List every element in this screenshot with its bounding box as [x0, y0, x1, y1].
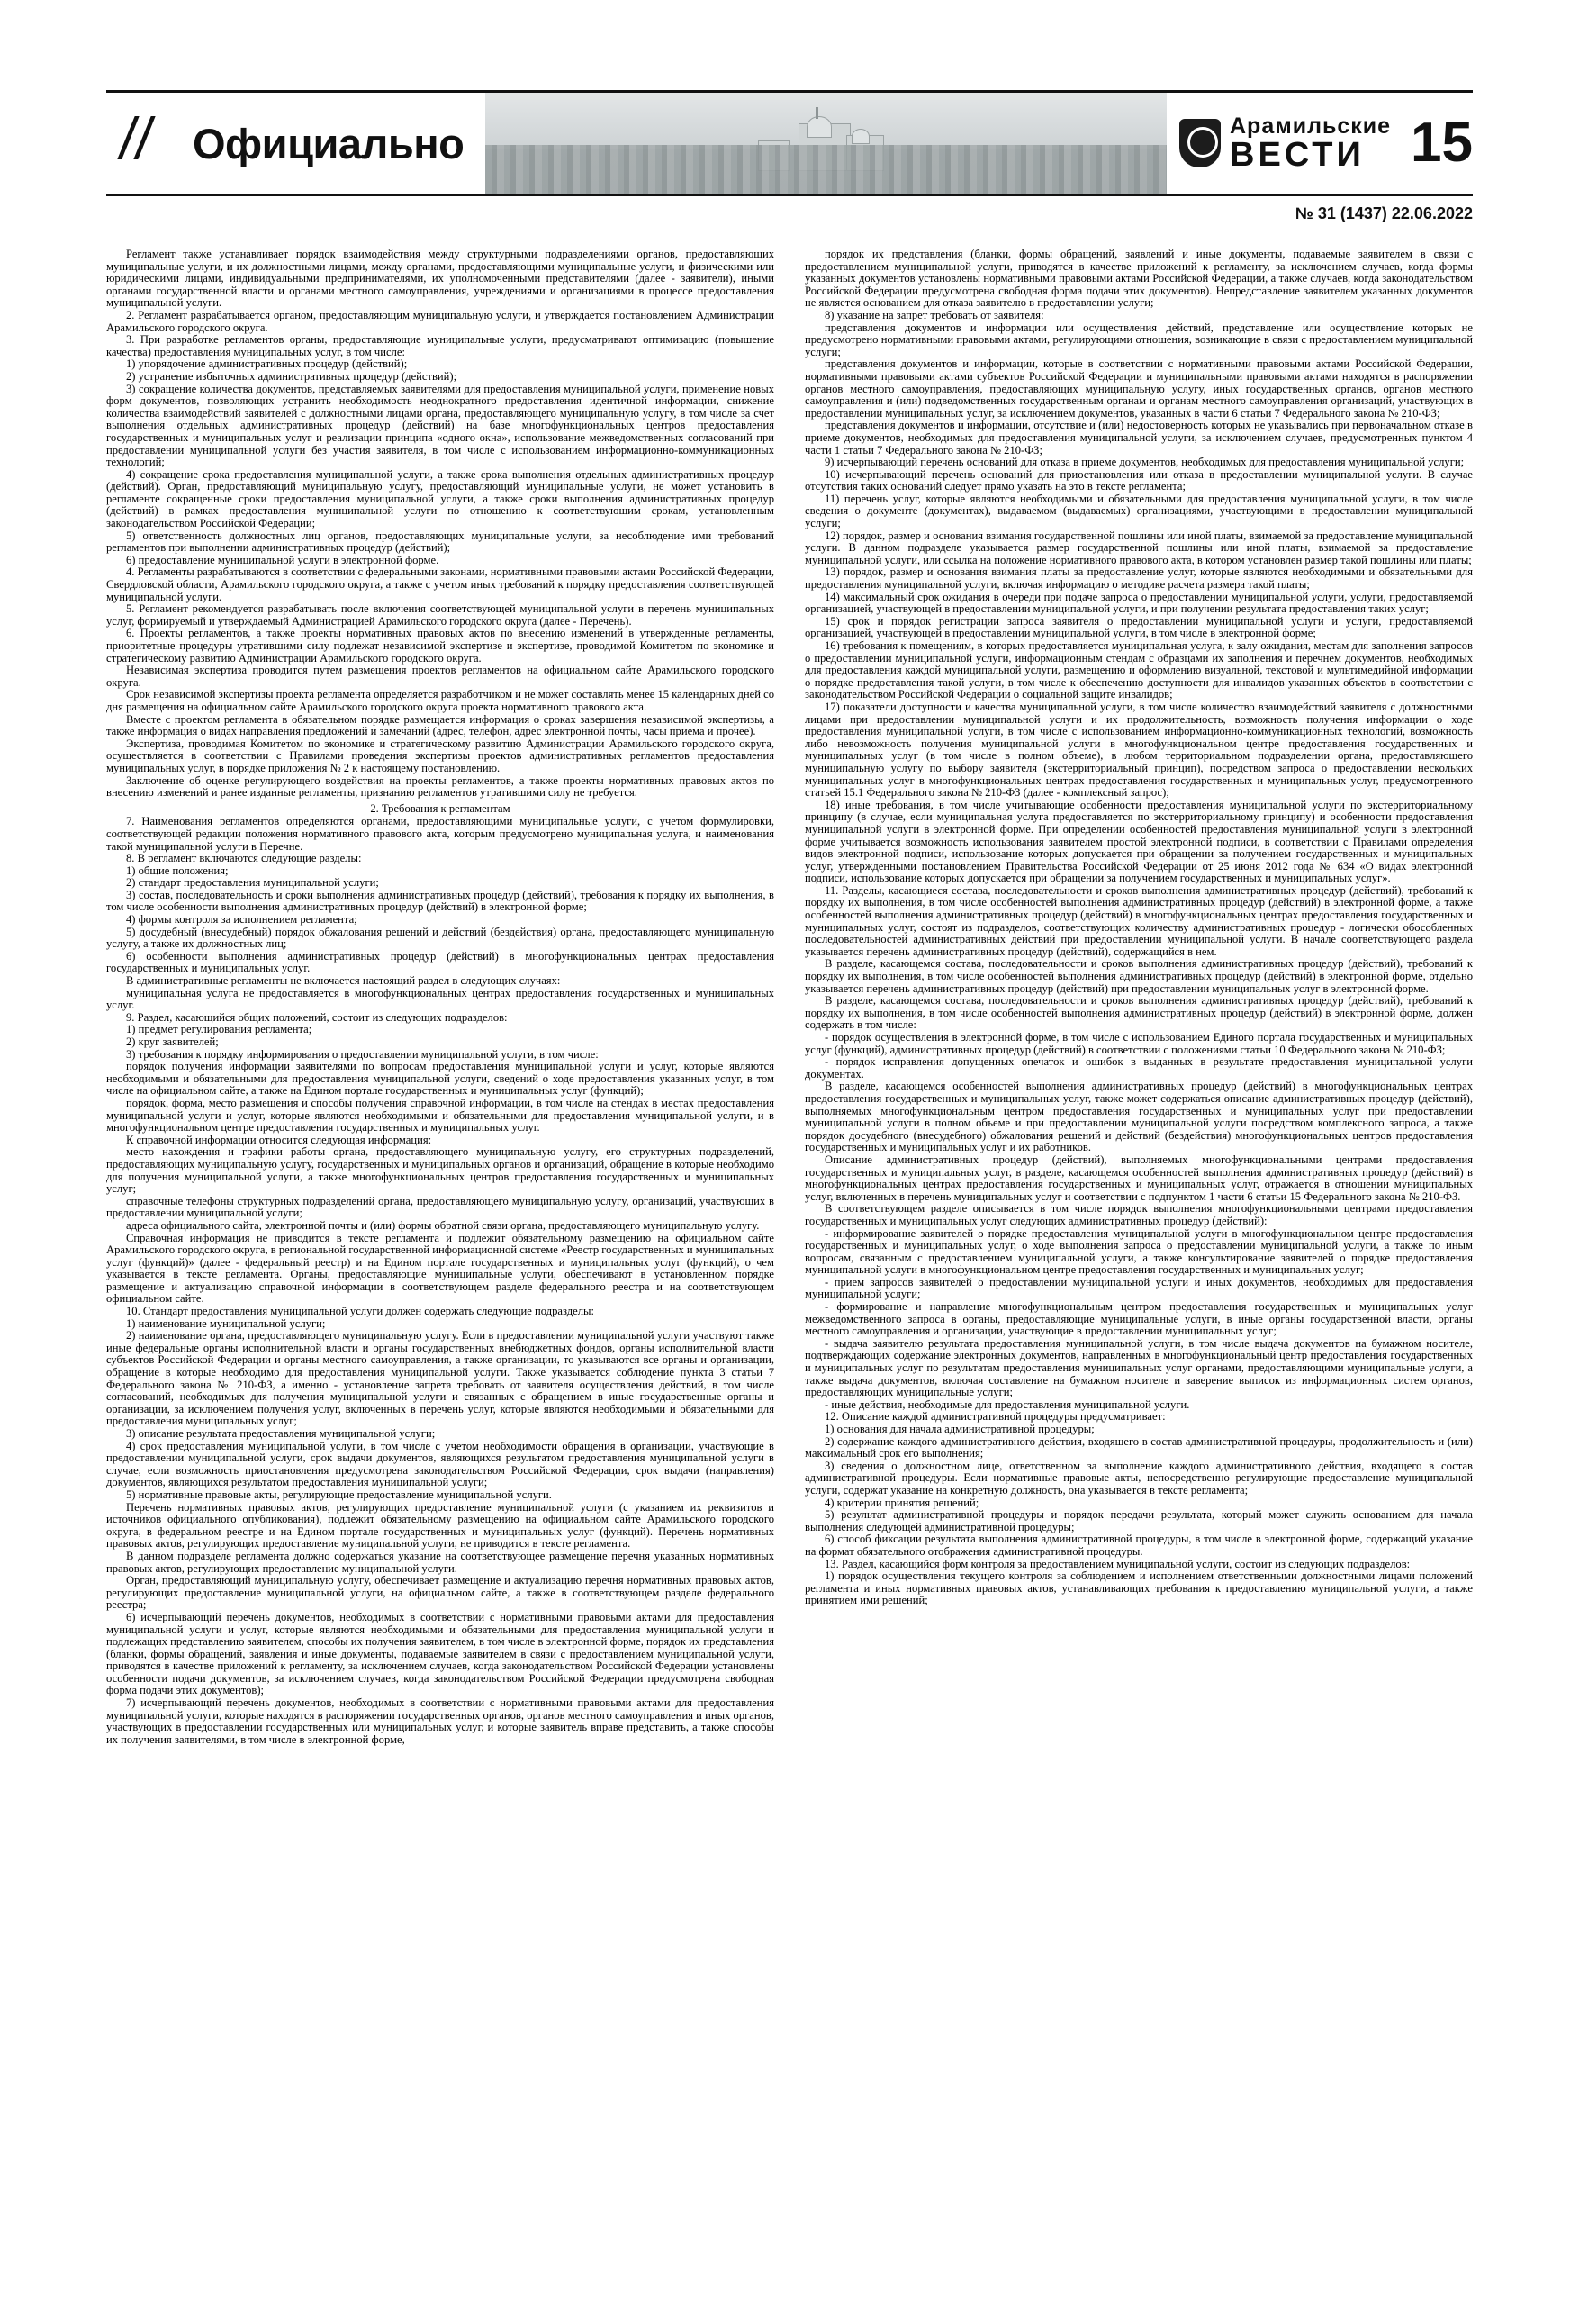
paragraph: порядок их представления (бланки, формы обращений, заявлений и иные документы, подаваемые заявителем в связи с предоставлением муниципальной услуги, приводятся в качестве приложений к регламенту, за исключением случаев, когда формы указанных документов установлены нормативными правовыми актами Российской Федерации, а также случаев, когда законодательством Российской Федерации предусмотрена свободная форма подачи этих документов). Непредставление заявителем указанных документов не является основанием для отказа заявителю в предоставлении услуги;: [805, 248, 1473, 310]
paragraph: адреса официального сайта, электронной почты и (или) формы обратной связи органа, предоставляющего муниципальную услугу.: [126, 1218, 760, 1232]
paragraph: - порядок осуществления в электронной форме, в том числе с использованием Единого портала государственных и муниципальных услуг (функций), административных процедур (действий) в соответствии с положениями статьи 10 Федерального закона № 210-ФЗ;: [805, 1031, 1473, 1056]
paragraph: 1) упорядочение административных процедур (действий);: [126, 357, 408, 371]
paragraph: 3) требования к порядку информирования о предоставлении муниципальной услуги, в том числе:: [126, 1047, 599, 1061]
paragraph: порядок получения информации заявителями по вопросам предоставления муниципальной услуги и услуг, которые являются необходимыми и обязательными для предоставления муниципальной услуги, сведений о ходе предоставления указанных услуг, в том числе на официальном сайте, а также на Едином портале государственных и муниципальных услуг (функций);: [106, 1060, 774, 1098]
slash-logo-icon: [106, 93, 193, 194]
page-number: 15: [1411, 112, 1473, 174]
newspaper-page: [0, 90, 1579, 2324]
paragraph: 2. Требования к регламентам: [370, 801, 510, 815]
paragraph: В разделе, касающемся состава, последовательности и сроков выполнения административных процедур (действий), требований к порядку их выполнения, в том числе особенностей выполнения административных процедур (действий) в электронной форме, отдельно указывается перечень административных процедур (действий) при предоставлении муниципальных услуг в электронной форме.: [805, 957, 1473, 995]
paragraph: 1) общие положения;: [126, 864, 229, 877]
paragraph: представления документов и информации или осуществления действий, представление или осуществление которых не предусмотрено нормативными правовыми актами, регулирующими отношения, возникающие в связи с предоставлением муниципальной услуги;: [805, 321, 1473, 358]
paragraph: 4) критерии принятия решений;: [825, 1496, 979, 1509]
paragraph: 6) способ фиксации результата выполнения административной процедуры, в том числе в электронной форме, содержащий указание на формат обязательного отображения административной процедуры.: [805, 1533, 1473, 1558]
paragraph: В разделе, касающемся особенностей выполнения административных процедур (действий) в многофункциональных центрах предоставления государственных и муниципальных услуг, также может содержаться описание административных процедур (действий), выполняемых многофункциональным центром предоставления государственных и муниципальных услуг при предоставлении муниципальной услуги в полном объеме и при предоставлении муниципальной услуги посредством комплексного запроса, а также порядок досудебного (внесудебного) обжалования решений и действий (бездействия) многофункциональных центров предоставления государственных и муниципальных услуг и их работников.: [805, 1080, 1473, 1154]
paragraph: 12) порядок, размер и основания взимания государственной пошлины или иной платы, взимаемой за предоставление муниципальной услуги. В данном подразделе указывается размер государственной пошлины или иной платы, взимаемой за предоставление муниципальной услуги, или ссылка на положение нормативного правового акта, в котором установлен размер такой пошлины или платы;: [805, 529, 1473, 566]
paragraph: представления документов и информации, которые в соответствии с нормативными правовыми актами Российской Федерации, нормативными правовыми актами субъектов Российской Федерации и муниципальными правовыми актами находятся в распоряжении органов местного самоуправления, предоставляющих муниципальную услугу, иных государственных органов, органов местного самоуправления и (или) подведомственных государственным органам и органам местного самоуправления организаций, участвующих в предоставлении муниципальных услуг, за исключением документов, указанных в части 6 статьи 7 Федерального закона № 210-ФЗ;: [805, 357, 1473, 420]
column-right: [805, 249, 1473, 1746]
paragraph: 5) ответственность должностных лиц органов, предоставляющих муниципальные услуги, за несоблюдение ими требований регламентов при выполнении административных процедур (действий);: [106, 529, 774, 555]
paragraph: В административные регламенты не включается настоящий раздел в следующих случаях:: [126, 974, 561, 988]
paragraph: 1) основания для начала административной процедуры;: [825, 1423, 1095, 1435]
brand-line-1: Арамильские: [1230, 113, 1392, 139]
paragraph: Экспертиза, проводимая Комитетом по экономике и стратегическому развитию Администрации Арамильского городского округа, осуществляется в соответствии с Правилами проведения экспертизы проектов административных регламентов предоставления муниципальных услуг, в порядке приложения № 2 к настоящему постановлению.: [106, 737, 774, 774]
paragraph: Вместе с проектом регламента в обязательном порядке размещается информация о сроках завершения независимой экспертизы, а также информация о видах направления предложений и замечаний (адрес, телефон, адрес электронной почты, часы приема и прочее).: [106, 712, 774, 738]
article-body: [106, 249, 1473, 1746]
paragraph: 5. Регламент рекомендуется разрабатывать после включения соответствующей муниципальной услуги в перечень муниципальных услуг, формируемый и утверждаемый Администрацией Арамильского городского округа (далее - Перечень).: [106, 602, 774, 628]
paragraph: Справочная информация не приводится в тексте регламента и подлежит обязательному размещению на официальном сайте Арамильского городского округа, в региональной государственной информационной системе «Реестр государственных и муниципальных услуг (функций)» (далее - федеральный реестр) и на Едином портале государственных и муниципальных услуг (функций), о чем указывается в тексте регламента. Органы, предоставляющие муниципальные услуги, обеспечивают в установленном порядке размещение и актуализацию справочной информации в соответствующем разделе федерального реестра и на соответствующем официальном сайте.: [106, 1231, 774, 1306]
paragraph: 1) порядок осуществления текущего контроля за соблюдением и исполнением ответственными должностными лицами положений регламента и иных нормативных правовых актов, устанавливающих требования к предоставлению муниципальной услуги, а также принятием ими решений;: [805, 1569, 1473, 1607]
paragraph: 13) порядок, размер и основания взимания платы за предоставление услуг, которые являются необходимыми и обязательными для предоставления муниципальной услуги, включая информацию о методике расчета размера такой платы;: [805, 565, 1473, 592]
paragraph: 8) указание на запрет требовать от заявителя:: [825, 308, 1044, 321]
paragraph: 5) результат административной процедуры и порядок передачи результата, который может служить основанием для начала выполнения следующей административной процедуры;: [805, 1508, 1473, 1533]
paragraph: Независимая экспертиза проводится путем размещения проектов регламентов на официальном сайте Арамильского городского округа.: [106, 664, 774, 689]
paragraph: Регламент также устанавливает порядок взаимодействия между структурными подразделениями органов, предоставляющих муниципальные услуги, и их должностными лицами, между органами, предоставляющими муниципальные услуги, и физическими или юридическими лицами, индивидуальными предпринимателями, их уполномоченными представителями (далее - заявители), иными органами государственной власти и органами местного самоуправления, учреждениями и организациями в процессе предоставления муниципальной услуги.: [106, 248, 774, 310]
masthead-rule-bottom: [106, 194, 1473, 196]
page-title: Официально: [193, 119, 465, 167]
paragraph: 10) исчерпывающий перечень оснований для приостановления или отказа в предоставлении муниципальной услуги. В случае отсутствия таких оснований следует прямо указать на это в тексте регламента;: [805, 467, 1473, 493]
paragraph: 3) описание результата предоставления муниципальной услуги;: [126, 1427, 436, 1440]
paragraph: - порядок исправления допущенных опечаток и ошибок в выданных в результате предоставления муниципальной услуги документах.: [805, 1055, 1473, 1081]
paragraph: 10. Стандарт предоставления муниципальной услуги должен содержать следующие подразделы:: [126, 1305, 594, 1318]
paragraph: Срок независимой экспертизы проекта регламента определяется разработчиком и не может составлять менее 15 календарных дней со дня размещения на официальном сайте Арамильского городского округа проекта нормативного правового акта.: [106, 688, 774, 713]
masthead: [106, 90, 1473, 222]
paragraph: порядок, форма, место размещения и способы получения справочной информации, в том числе на стендах в местах предоставления муниципальной услуги и услуг, которые являются необходимыми и обязательными для предоставления муниципальной услуги, и в многофункциональном центре предоставления государственных и муниципальных услуг.: [106, 1096, 774, 1135]
paragraph: - информирование заявителей о порядке предоставления муниципальной услуги в многофункциональном центре предоставления государственных и муниципальных услуг, о ходе выполнения запроса о предоставлении муниципальной услуги, а также по иным вопросам, связанным с предоставлением муниципальной услуги, а также консультирование заявителей о порядке предоставления муниципальной услуги в многофункциональном центре предоставления государственных и муниципальных услуг;: [805, 1226, 1473, 1277]
paragraph: 3. При разработке регламентов органы, предоставляющие муниципальные услуги, предусматривают оптимизацию (повышение качества) предоставления муниципальных услуг, в том числе:: [106, 333, 774, 358]
paragraph: 7. Наименования регламентов определяются органами, предоставляющими муниципальные услуги, с учетом формулировки, соответствующей редакции положения нормативного правового акта, которым предусмотрено муниципальная услуга, и наименования такой муниципальной услуги в Перечне.: [106, 815, 774, 853]
paragraph: 13. Раздел, касающийся форм контроля за предоставлением муниципальной услуги, состоит из следующих подразделов:: [825, 1557, 1411, 1570]
newspaper-logo: [1167, 93, 1473, 194]
paragraph: 8. В регламент включаются следующие разделы:: [126, 852, 362, 865]
paragraph: 9. Раздел, касающийся общих положений, состоит из следующих подразделов:: [126, 1010, 508, 1024]
paragraph: Орган, предоставляющий муниципальную услугу, обеспечивает размещение и актуализацию перечня нормативных правовых актов, регулирующих предоставление муниципальной услуги, на официальном сайте, а также в соответствующем разделе федерального реестра;: [106, 1574, 774, 1612]
paragraph: место нахождения и графики работы органа, предоставляющего муниципальную услугу, его структурных подразделений, предоставляющих муниципальную услугу, государственных и муниципальных органов и организаций, обращение в которые необходимо для получения муниципальной услуги, а также многофункциональных центров предоставления государственных и муниципальных услуг;: [106, 1145, 774, 1196]
paragraph: 6) предоставление муниципальной услуги в электронной форме.: [126, 553, 439, 566]
paragraph: 6) исчерпывающий перечень документов, необходимых в соответствии с нормативными правовыми актами для предоставления муниципальной услуги и услуг, которые являются необходимыми и обязательными для предоставления муниципальной услуги и подлежащих представлению заявителем, способы их получения заявителем, в том числе в электронной форме, порядок их представления (бланки, формы обращений, заявления и иные документы, подаваемые заявителем в связи с предоставлением муниципальной услуги, приводятся в качестве приложений к регламенту, за исключением случаев, когда законодательством Российской Федерации установлены особенности подачи документов, за исключением случаев, когда законодательством Российской Федерации предусмотрена свободная форма подачи этих документов);: [106, 1610, 774, 1697]
paragraph: 18) иные требования, в том числе учитывающие особенности предоставления муниципальной услуги по экстерриториальному принципу (в случае, если муниципальная услуга предоставляется по экстерриториальному принципу) и особенности предоставления муниципальной услуги в электронной форме. При определении особенностей предоставления муниципальной услуги в электронной форме учитывается возможность использования заявителем простой электронной подписи, в соответствии с Правилами определения видов электронной подписи, использование которых допускается при обращении за получением государственных и муниципальных услуг, утвержденными постановлением Правительства Российской Федерации от 25 июня 2012 года № 634 «О видах электронной подписи, использование которых допускается при обращении за получением государственных и муниципальных услуг».: [805, 798, 1473, 885]
paragraph: представления документов и информации, отсутствие и (или) недостоверность которых не указывались при первоначальном отказе в приеме документов, необходимых для предоставления муниципальной услуги, за исключением случаев, предусмотренных пунктом 4 части 1 статьи 7 Федерального закона № 210-ФЗ;: [805, 419, 1473, 457]
paragraph: 14) максимальный срок ожидания в очереди при подаче запроса о предоставлении муниципальной услуги, услуги, предоставляемой организацией, участвующей в предоставлении муниципальной услуги, и при получении результата предоставления таких услуг;: [805, 590, 1473, 616]
paragraph: В разделе, касающемся состава, последовательности и сроков выполнения административных процедур (действий), требований к порядку их выполнения, в том числе особенностей выполнения административных процедур (действий) в электронной форме, должен содержать в том числе:: [805, 994, 1473, 1032]
paragraph: справочные телефоны структурных подразделений органа, предоставляющего муниципальную услугу, организаций, участвующих в предоставлении муниципальной услуги;: [106, 1194, 774, 1220]
paragraph: В данном подразделе регламента должно содержаться указание на соответствующее размещение перечня указанных нормативных правовых актов, регулирующих предоставление муниципальной услуги.: [106, 1549, 774, 1575]
paragraph: 2) круг заявителей;: [126, 1035, 219, 1048]
paragraph: 2) содержание каждого административного действия, входящего в состав административной процедуры, продолжительность и (или) максимальный срок его выполнения;: [805, 1434, 1473, 1460]
paragraph: 1) наименование муниципальной услуги;: [126, 1316, 326, 1330]
paragraph: 12. Описание каждой административной процедуры предусматривает:: [825, 1410, 1166, 1424]
paragraph: 4) сокращение срока предоставления муниципальной услуги, а также срока выполнения отдельных административных процедур (действий). Орган, предоставляющий муниципальную услугу, предоставляющий муниципальные услуги, не может установить в регламенте сокращенные сроки предоставления муниципальной услуги, а также сроки выполнения административных процедур (действий) в рамках предоставления муниципальной услуги по отношению к соответствующим срокам, установленным законодательством Российской Федерации;: [106, 467, 774, 530]
coat-of-arms-icon: [1179, 119, 1221, 167]
paragraph: 16) требования к помещениям, в которых предоставляется муниципальная услуга, к залу ожидания, местам для заполнения запросов о предоставлении муниципальной услуги, информационным стендам с образцами их заполнения и перечнем документов, необходимых для предоставления каждой муниципальной услуги, размещению и оформлению визуальной, текстовой и мультимедийной информации о порядке предоставления такой услуги, в том числе к обеспечению доступности для инвалидов указанных объектов в соответствии с законодательством Российской Федерации о социальной защите инвалидов;: [805, 639, 1473, 701]
paragraph: 6. Проекты регламентов, а также проекты нормативных правовых актов по внесению изменений в утвержденные регламенты, приоритетные процедуры утратившими силу подлежат независимой экспертизе и экспертизе, проводимой Комитетом по экономике и стратегическому развитию Администрации Арамильского городского округа.: [106, 627, 774, 665]
paragraph: 7) исчерпывающий перечень документов, необходимых в соответствии с нормативными правовыми актами для предоставления муниципальной услуги, которые находятся в распоряжении государственных органов, органов местного самоуправления и иных органов, участвующих в предоставлении государственных или муниципальных услуг, и которые заявитель вправе представить, а также способы их получения заявителями, в том числе в электронной форме,: [106, 1696, 774, 1746]
paragraph: - формирование и направление многофункциональным центром предоставления государственных и муниципальных услуг межведомственного запроса в органы, предоставляющие муниципальные услуги, в иные органы государственной власти, органы местного самоуправления и организации, участвующие в предоставлении муниципальных услуг;: [805, 1300, 1473, 1338]
paragraph: В соответствующем разделе описывается в том числе порядок выполнения многофункциональными центрами предоставления государственных и муниципальных услуг следующих административных процедур (действий):: [805, 1202, 1473, 1227]
paragraph: 2) устранение избыточных административных процедур (действий);: [126, 369, 457, 383]
paragraph: 5) досудебный (внесудебный) порядок обжалования решений и действий (бездействия) органа, предоставляющего муниципальную услугу, а также их должностных лиц;: [106, 925, 774, 951]
paragraph: 11) перечень услуг, которые являются необходимыми и обязательными для предоставления муниципальной услуги, в том числе сведения о документе (документах), выдаваемом (выдаваемых) организациями, участвующими в предоставлении муниципальной услуги;: [805, 492, 1473, 530]
paragraph: муниципальная услуга не предоставляется в многофункциональных центрах предоставления государственных и муниципальных услуг.: [106, 986, 774, 1012]
paragraph: Перечень нормативных правовых актов, регулирующих предоставление муниципальной услуги (с указанием их реквизитов и источников официального опубликования), подлежит обязательному размещению на официальном сайте Арамильского городского округа, в федеральном реестре и на Едином портале государственных и муниципальных услуг (функций). Перечень нормативных правовых актов, регулирующих предоставление муниципальной услуги, не приводится в тексте регламента.: [106, 1500, 774, 1551]
paragraph: - иные действия, необходимые для предоставления муниципальной услуги.: [825, 1397, 1190, 1411]
paragraph: К справочной информации относится следующая информация:: [126, 1133, 432, 1146]
paragraph: 11. Разделы, касающиеся состава, последовательности и сроков выполнения административных процедур (действий), требований к порядку их выполнения, в том числе особенностей выполнения административных процедур (действий) в электронной форме, а также особенностей выполнения административных процедур (действий) в многофункциональных центрах предоставления государственных и муниципальных услуг, состоят из подразделов, соответствующих количеству административных процедур - логически обособленных последовательностей административных действий при предоставлении муниципальной услуги. В начале соответствующего раздела указывается перечень административных процедур (действий), содержащийся в нем.: [805, 883, 1473, 958]
paragraph: 4. Регламенты разрабатываются в соответствии с федеральными законами, нормативными правовыми актами Российской Федерации, Свердловской области, Арамильского городского округа, а также с учетом иных требований к порядку предоставления соответствующей муниципальной услуги.: [106, 565, 774, 603]
paragraph: 15) срок и порядок регистрации запроса заявителя о предоставлении муниципальной услуги и услуги, предоставляемой организацией, участвующей в предоставлении муниципальной услуги, в том числе в электронной форме;: [805, 614, 1473, 640]
brand-line-2: ВЕСТИ: [1230, 135, 1365, 174]
paragraph: Описание административных процедур (действий), выполняемых многофункциональными центрами предоставления государственных и муниципальных услуг, в разделе, касающемся особенностей выполнения административных процедур (действий) в многофункциональных центрах предоставления государственных и муниципальных услуг, отражается в отношении муниципальных услуг, включенных в перечень муниципальных услуг и соответствии с подпунктом 1 части 6 статьи 15 Федерального закона № 210-ФЗ.: [805, 1153, 1473, 1203]
issue-info: № 31 (1437) 22.06.2022: [1295, 204, 1473, 222]
paragraph: 9) исчерпывающий перечень оснований для отказа в приеме документов, необходимых для предоставления муниципальной услуги;: [825, 456, 1465, 469]
paragraph: 4) срок предоставления муниципальной услуги, в том числе с учетом необходимости обращения в организации, участвующие в предоставлении муниципальной услуги, срок выдачи документов, являющихся результатом предоставления муниципальной услуги в случае, если возможность приостановления предусмотрена законодательством Российской Федерации, срок выдачи (направления) документов, являющихся результатом предоставления муниципальной услуги;: [106, 1439, 774, 1489]
paragraph: 5) нормативные правовые акты, регулирующие предоставление муниципальной услуги.: [126, 1488, 552, 1501]
paragraph: 2) наименование органа, предоставляющего муниципальную услугу. Если в предоставлении муниципальной услуги участвуют также иные федеральные органы исполнительной власти и органы государственных внебюджетных фондов, органы исполнительной власти субъектов Российской Федерации и органы местного самоуправления, а также организации, то указываются все органы и организации, обращение в которые необходимо для предоставления муниципальной услуги. Также указывается соблюдение пункта 3 статьи 7 Федерального закона № 210-ФЗ, а именно - установление запрета требовать от заявителя осуществления действий, в том числе согласований, необходимых для получения муниципальной услуги и связанных с обращением в иные государственные органы и организации, за исключением получения услуг, включенных в перечень услуг, которые являются необходимыми и обязательными для предоставления муниципальных услуг;: [106, 1329, 774, 1428]
paragraph: - выдача заявителю результата предоставления муниципальной услуги, в том числе выдача документов на бумажном носителе, подтверждающих содержание электронных документов, направленных в многофункциональный центр предоставления государственных и муниципальных услуг по результатам предоставления муниципальных услуг органами, предоставляющими муниципальные услуги, а также выдача документов, включая составление на бумажном носителе и заверение выписок из информационных систем органов, предоставляющих муниципальные услуги;: [805, 1336, 1473, 1399]
column-left: [106, 249, 774, 1746]
paragraph: 3) сведения о должностном лице, ответственном за выполнение каждого административного действия, входящего в состав административной процедуры. Если нормативные правовые акты, непосредственно регулирующие предоставление муниципальной услуги, содержат указание на конкретную должность, она указывается в тексте регламента;: [805, 1459, 1473, 1497]
paragraph: 17) показатели доступности и качества муниципальной услуги, в том числе количество взаимодействий заявителя с должностными лицами при предоставлении муниципальной услуги и их продолжительность, возможность получения информации о ходе предоставления муниципальной услуги, в том числе с использованием информационно-коммуникационных технологий, возможность либо невозможность получения муниципальной услуги в многофункциональном центре предоставления государственных и муниципальных услуг (в том числе в полном объеме), в любом территориальном подразделении органа, предоставляющего муниципальную услугу по выбору заявителя (экстерриториальный принцип), посредством запроса о предоставлении нескольких муниципальных услуг в многофункциональных центрах предоставления государственных и муниципальных услуг, предусмотренного статьей 15.1 Федерального закона № 210-ФЗ (далее - комплексный запрос);: [805, 700, 1473, 800]
paragraph: 2. Регламент разрабатывается органом, предоставляющим муниципальную услуги, и утверждается постановлением Администрации Арамильского городского округа.: [106, 308, 774, 334]
paragraph: - прием запросов заявителей о предоставлении муниципальной услуги и иных документов, необходимых для предоставления муниципальной услуги;: [805, 1275, 1473, 1301]
paragraph: 3) сокращение количества документов, представляемых заявителями для предоставления муниципальной услуги, применение новых форм документов, позволяющих устранить необходимость неоднократного предоставления идентичной информации, снижение количества взаимодействий заявителей с должностными лицами органа, предоставляющего муниципальную услугу, в том числе за счет выполнения отдельных административных процедур (действий) на базе многофункциональных центров предоставления государственных и муниципальных услуг и реализации принципа «одного окна», использование межведомственных согласований при предоставлении муниципальной услуги без участия заявителя, в том числе с использованием информационно-коммуникационных технологий;: [106, 382, 774, 469]
paragraph: 1) предмет регулирования регламента;: [126, 1023, 312, 1036]
paragraph: 6) особенности выполнения административных процедур (действий) в многофункциональных центрах предоставления государственных и муниципальных услуг.: [106, 949, 774, 975]
paragraph: 3) состав, последовательность и сроки выполнения административных процедур (действий), требования к порядку их выполнения, в том числе особенности выполнения административных процедур (действий) в электронной форме;: [106, 888, 774, 914]
paragraph: 4) формы контроля за исполнением регламента;: [126, 913, 357, 927]
paragraph: 2) стандарт предоставления муниципальной услуги;: [126, 876, 379, 890]
masthead-photo: [485, 93, 1167, 194]
paragraph: Заключение об оценке регулирующего воздействия на проекты регламентов, а также проекты нормативных правовых актов по внесению изменений и ранее изданные регламенты, признанию регламентов утратившими силу не требуется.: [106, 773, 774, 800]
